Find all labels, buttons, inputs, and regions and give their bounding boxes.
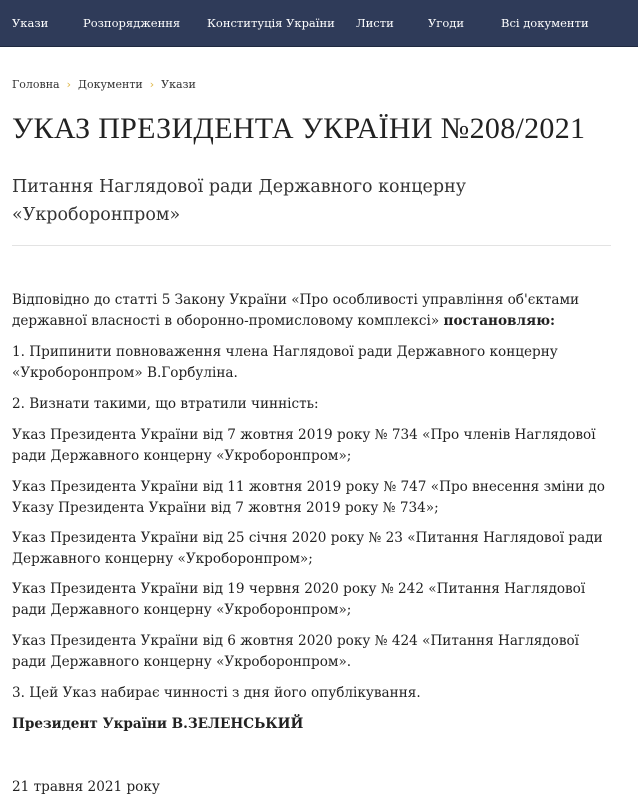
nav-item-decrees[interactable]: Укази bbox=[12, 16, 49, 30]
signature bbox=[12, 714, 612, 735]
top-navigation bbox=[0, 0, 638, 47]
intro-paragraph bbox=[12, 290, 612, 332]
nav-item-constitution[interactable]: Конституція України bbox=[207, 16, 335, 30]
divider bbox=[12, 245, 611, 246]
decree-paragraph-2: Указ Президента України від 11 жовтня 2019 року № 747 «Про внесення зміни до Указу Президента України від 7 жовтня 2019 року № 734»; bbox=[12, 479, 605, 516]
breadcrumb bbox=[12, 78, 196, 92]
breadcrumb-documents[interactable]: Документи bbox=[78, 78, 143, 91]
nav-item-orders[interactable]: Розпорядження bbox=[83, 16, 181, 30]
item-2-paragraph: 2. Визнати такими, що втратили чинність: bbox=[12, 396, 319, 412]
decree-paragraph-5: Указ Президента України від 6 жовтня 2020 року № 424 «Питання Наглядової ради Державного концерну «Укроборонпром». bbox=[12, 633, 580, 670]
page-subtitle: Питання Наглядової ради Державного концерну «Укроборонпром» bbox=[12, 177, 467, 225]
page-title: УКАЗ ПРЕЗИДЕНТА УКРАЇНИ №208/2021 bbox=[12, 112, 586, 145]
nav-item-agreements[interactable]: Угоди bbox=[428, 16, 465, 30]
chevron-right-icon: › bbox=[149, 78, 155, 91]
nav-item-letters[interactable]: Листи bbox=[356, 16, 394, 30]
decree-paragraph-3: Указ Президента України від 25 січня 2020 року № 23 «Питання Наглядової ради Державного концерну «Укроборонпром»; bbox=[12, 530, 603, 567]
decree-date: 21 травня 2021 року bbox=[12, 779, 160, 795]
item-1-paragraph: 1. Припинити повноваження члена Наглядової ради Державного концерну «Укроборонпром» В.Горбуліна. bbox=[12, 344, 558, 381]
signature-text: Президент України В.ЗЕЛЕНСЬКИЙ bbox=[12, 716, 304, 732]
nav-item-all-documents[interactable]: Всі документи bbox=[501, 16, 589, 30]
breadcrumb-home[interactable]: Головна bbox=[12, 78, 60, 91]
item-3-paragraph: 3. Цей Указ набирає чинності з дня його опублікування. bbox=[12, 685, 421, 701]
decree-paragraph-1: Указ Президента України від 7 жовтня 2019 року № 734 «Про членів Наглядової ради Державного концерну «Укроборонпром»; bbox=[12, 427, 596, 464]
intro-text: Відповідно до статті 5 Закону України «Про особливості управління об'єктами державної власності в оборонно-промисловому комплексі» bbox=[12, 292, 580, 329]
intro-bold: постановляю: bbox=[443, 313, 556, 329]
decree-paragraph-4: Указ Президента України від 19 червня 2020 року № 242 «Питання Наглядової ради Державного концерну «Укроборонпром»; bbox=[12, 581, 586, 618]
chevron-right-icon: › bbox=[66, 78, 72, 91]
breadcrumb-decrees[interactable]: Укази bbox=[161, 78, 196, 91]
